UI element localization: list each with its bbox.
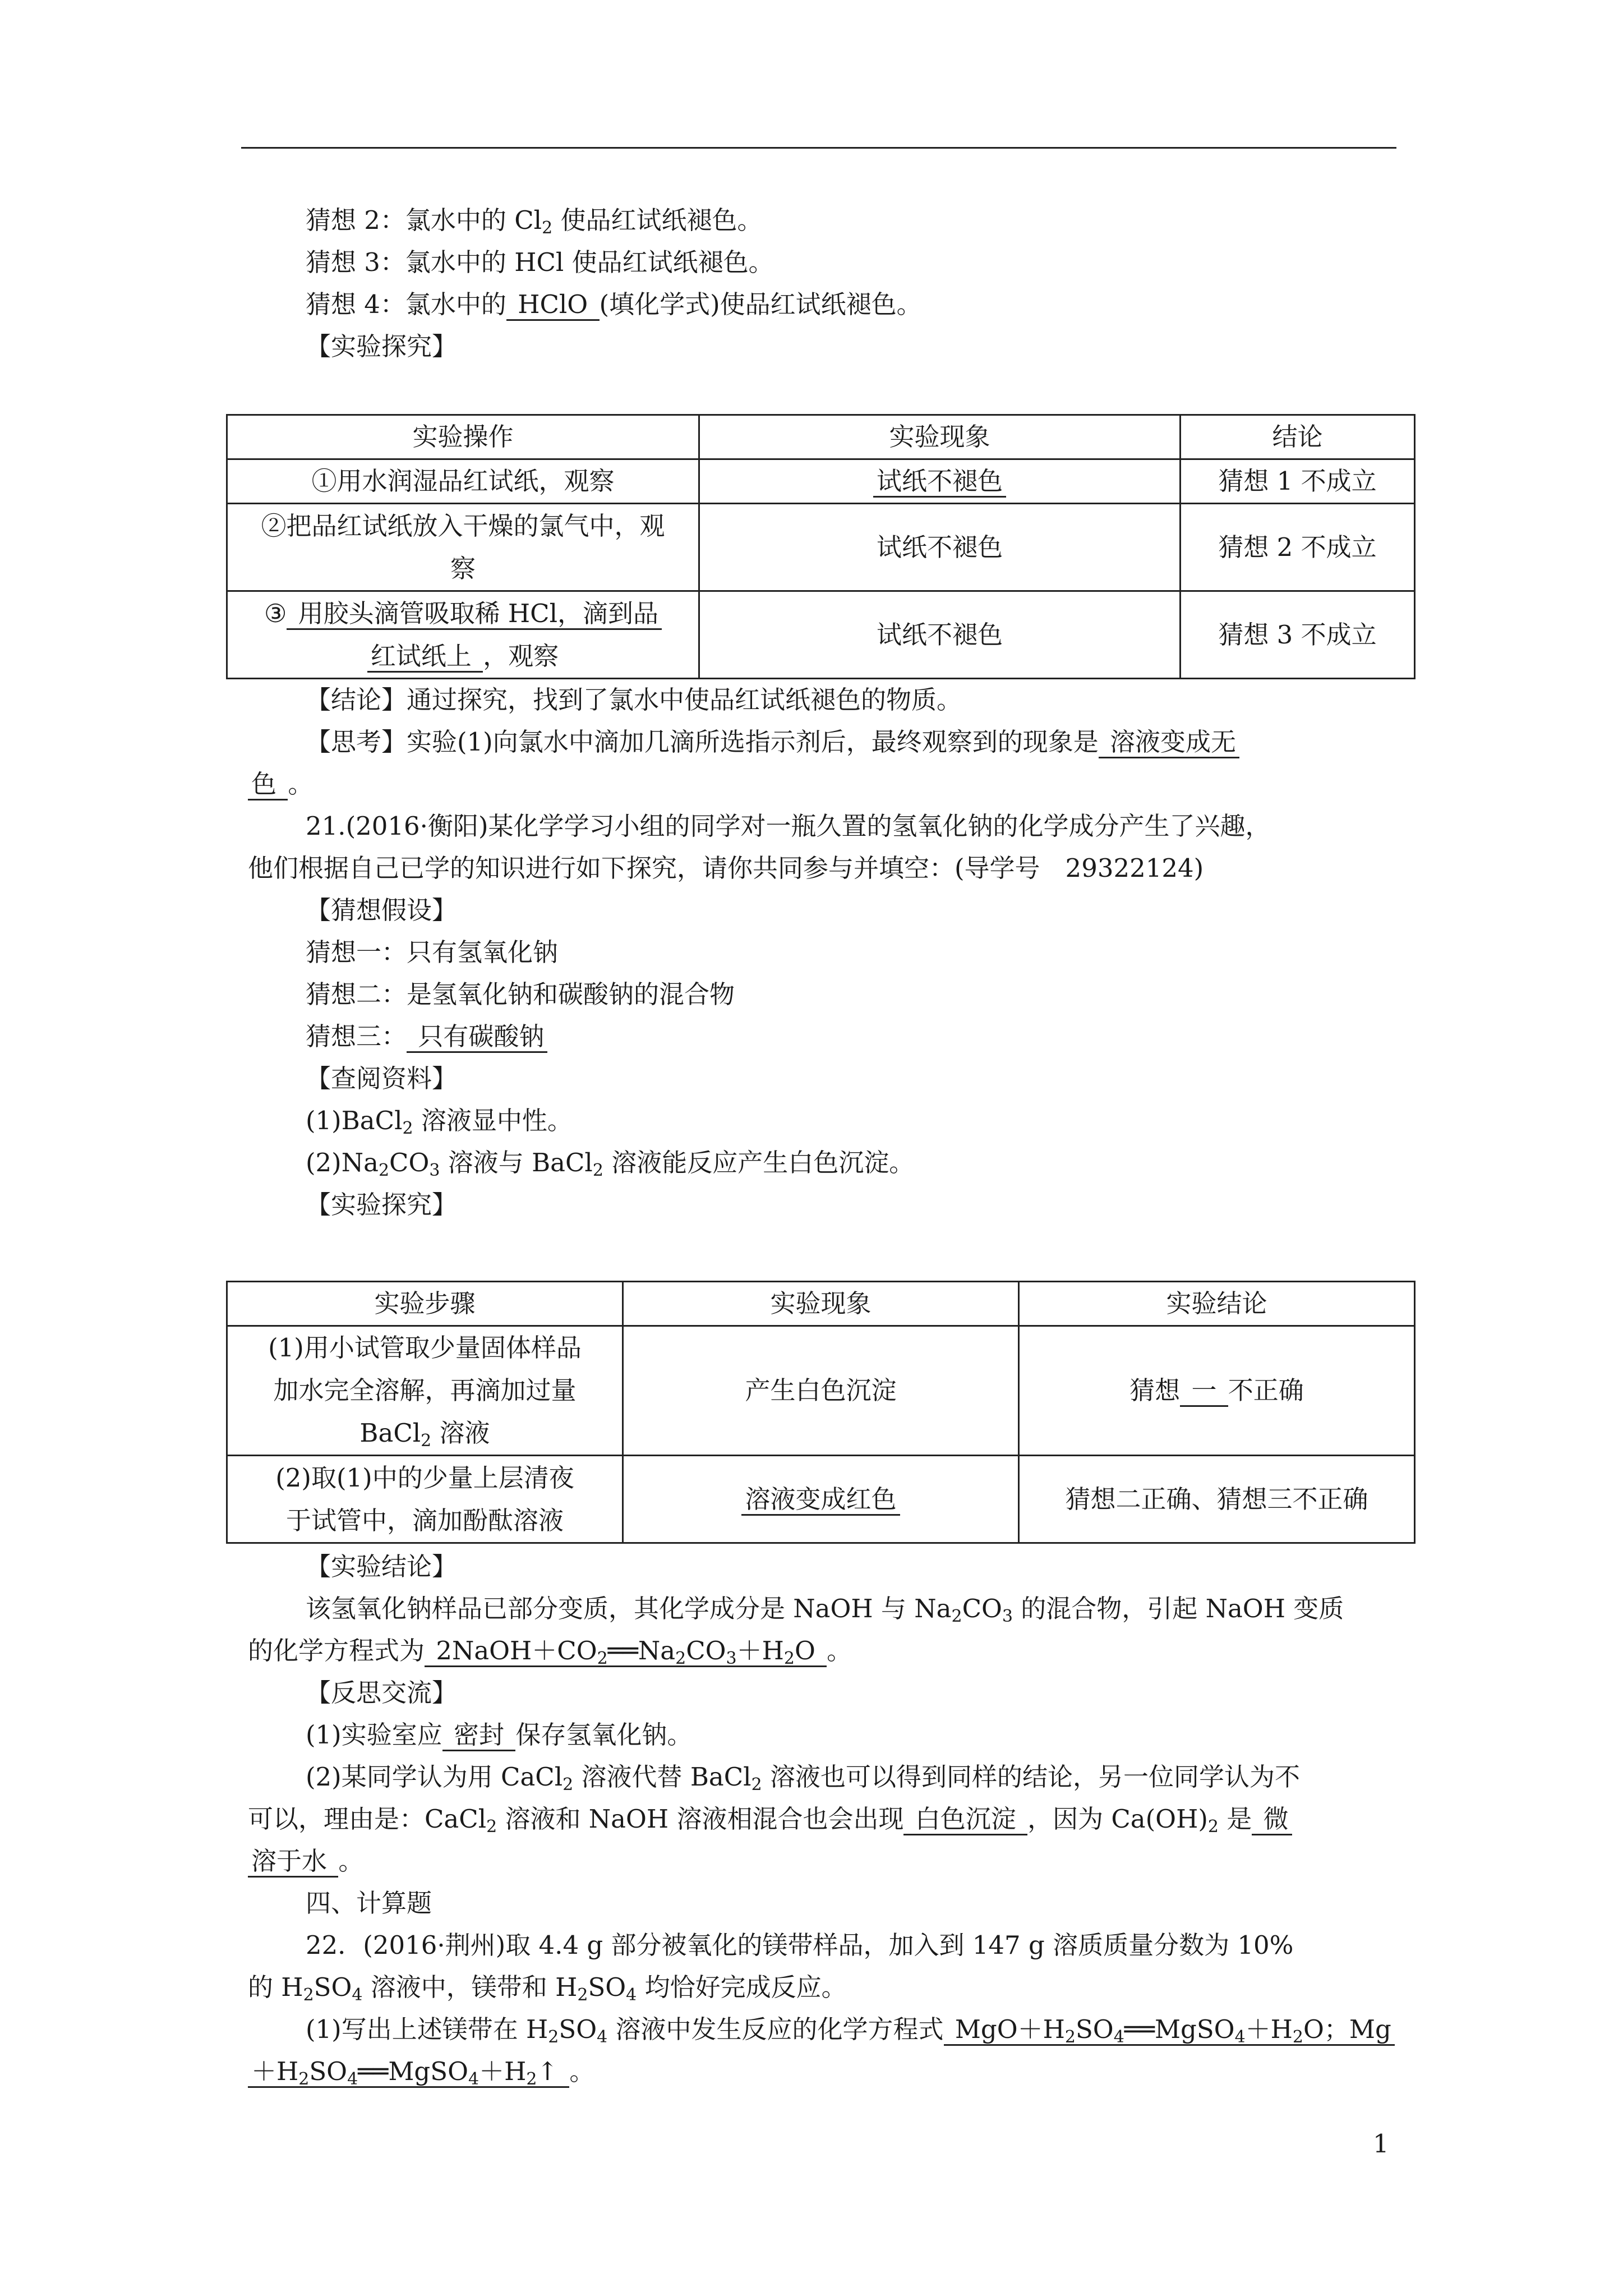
answer-blank: $MgO+H_2SO_4══MgSO_4+H_2O$；Mg [944, 2014, 1395, 2046]
answer-blank: 微 [1252, 1804, 1292, 1835]
answer-blank: 一 [1180, 1375, 1228, 1407]
table-cell [623, 1456, 1019, 1543]
table-cell: 产生白色沉淀 [623, 1326, 1019, 1456]
hypothesis-2: 猜想二：是氢氧化钠和碳酸钠的混合物 [306, 979, 735, 1009]
section-heading: 【实验结论】 [306, 1552, 458, 1581]
experiment-table-2 [226, 1281, 1415, 1544]
guess-2: 猜想 2：氯水中的 $Cl_2$ 使品红试纸褪色。 [306, 205, 763, 238]
table-cell: ②把品红试纸放入干燥的氯气中，观 察 [227, 504, 699, 591]
table-header: 结论 [1181, 415, 1415, 459]
section-heading: 【实验探究】 [306, 1190, 458, 1220]
table-cell: 试纸不褪色 [699, 591, 1181, 679]
question-22-stem: 22．(2016·荆州)取 4.4 g 部分被氧化的镁带样品，加入到 147 g 溶质质量分数为 10% [306, 1930, 1294, 1960]
table-header: 实验步骤 [227, 1282, 623, 1326]
answer-blank: 溶于水 [248, 1846, 338, 1878]
answer-blank: $2NaOH+CO_2══Na_2CO_3+H_2O$ [425, 1636, 827, 1667]
table-cell: (1)用小试管取少量固体样品 加水完全溶解，再滴加过量 BaCl$_2$ 溶液 [227, 1326, 623, 1456]
reflection-3: 可以，理由是：CaCl$_2$ 溶液和 NaOH 溶液相混合也会出现 白色沉淀 ，因为 $Ca(OH)_2$ 是 微 [248, 1802, 1292, 1836]
table-header: 实验现象 [623, 1282, 1019, 1326]
question-21-stem: 21.(2016·衡阳)某化学学习小组的同学对一瓶久置的氢氧化钠的化学成分产生了兴趣， [306, 811, 1271, 841]
section-heading: 【实验探究】 [306, 332, 458, 361]
conclusion-line: 【结论】通过探究，找到了氯水中使品红试纸褪色的物质。 [306, 685, 962, 715]
hypothesis-3: 猜想三： 只有碳酸钠 [306, 1020, 547, 1053]
section-heading: 【猜想假设】 [306, 895, 458, 925]
answer-blank: 溶液变成红色 [741, 1484, 900, 1516]
hypothesis-1: 猜想一：只有氢氧化钠 [306, 937, 559, 967]
answer-blank: 只有碳酸钠 [407, 1022, 547, 1053]
answer-blank: 溶液变成无 [1099, 727, 1239, 758]
table-header: 实验结论 [1019, 1282, 1415, 1326]
think-line: 【思考】实验(1)向氯水中滴加几滴所选指示剂后，最终观察到的现象是 溶液变成无 [306, 725, 1239, 759]
answer-blank: $+H_2SO_4══MgSO_4+H_2↑$ [248, 2056, 569, 2088]
reflection-4: 溶于水 。 [248, 1844, 363, 1878]
question-22-part-1: (1)写出上述镁带在 $H_2SO_4$ 溶液中发生反应的化学方程式 $MgO+H_2SO_4══MgSO_4+H_2O$；Mg [306, 2013, 1395, 2046]
answer-blank: 色 [248, 769, 288, 800]
table-cell: ③ 用胶头滴管吸取稀 HCl，滴到品 红试纸上 ，观察 [227, 591, 699, 679]
answer-blank: 白色沉淀 [903, 1804, 1027, 1835]
table-cell: 猜想二正确、猜想三不正确 [1019, 1456, 1415, 1543]
experiment-table-1 [226, 414, 1415, 679]
think-line-cont: 色 。 [248, 767, 313, 801]
table-cell: 猜想 2 不成立 [1181, 504, 1415, 591]
guess-3: 猜想 3：氯水中的 HCl 使品红试纸褪色。 [306, 247, 774, 277]
question-21-stem-cont: 他们根据自己已学的知识进行如下探究，请你共同参与并填空：(导学号 29322124) [248, 853, 1204, 883]
answer-blank: HClO [506, 289, 600, 321]
guess-4: 猜想 4：氯水中的 HClO (填化学式)使品红试纸褪色。 [306, 288, 922, 321]
question-22-part-1-cont: $+H_2SO_4══MgSO_4+H_2↑$ 。 [248, 2055, 594, 2088]
question-22-stem-cont: 的 $H_2SO_4$ 溶液中，镁带和 $H_2SO_4$ 均恰好完成反应。 [248, 1972, 847, 2005]
page-number: 1 [1373, 2129, 1389, 2159]
table-cell: 猜想 3 不成立 [1181, 591, 1415, 679]
section-heading: 【查阅资料】 [306, 1064, 458, 1093]
table-header: 实验操作 [227, 415, 699, 459]
table-header: 实验现象 [699, 415, 1181, 459]
table-cell: (2)取(1)中的少量上层清夜 于试管中，滴加酚酞溶液 [227, 1456, 623, 1543]
reference-1: (1)BaCl$_2$ 溶液显中性。 [306, 1106, 573, 1138]
table-cell: 猜想 1 不成立 [1181, 459, 1415, 504]
reflection-1: (1)实验室应 密封 保存氢氧化钠。 [306, 1718, 692, 1752]
table-cell: 试纸不褪色 [699, 459, 1181, 504]
table-cell: 试纸不褪色 [699, 504, 1181, 591]
answer-blank: 密封 [442, 1720, 516, 1751]
reference-2: $(2)Na_2CO_3$ 溶液与 BaCl$_2$ 溶液能反应产生白色沉淀。 [306, 1148, 915, 1180]
section-title: 四、计算题 [306, 1888, 432, 1918]
conclusion-line-2: 的化学方程式为 $2NaOH+CO_2══Na_2CO_3+H_2O$ 。 [248, 1636, 852, 1668]
reflection-2: (2)某同学认为用 CaCl$_2$ 溶液代替 BaCl$_2$ 溶液也可以得到同样的结论，另一位同学认为不 [306, 1762, 1300, 1795]
table-cell: ①用水润湿品红试纸，观察 [227, 459, 699, 504]
conclusion-line-1: 该氢氧化钠样品已部分变质，其化学成分是 NaOH 与 $Na_2CO_3$ 的混合物，引起 NaOH 变质 [306, 1594, 1344, 1626]
section-heading: 【反思交流】 [306, 1678, 458, 1708]
table-cell: 猜想 一 不正确 [1019, 1326, 1415, 1456]
header-rule [241, 147, 1396, 149]
